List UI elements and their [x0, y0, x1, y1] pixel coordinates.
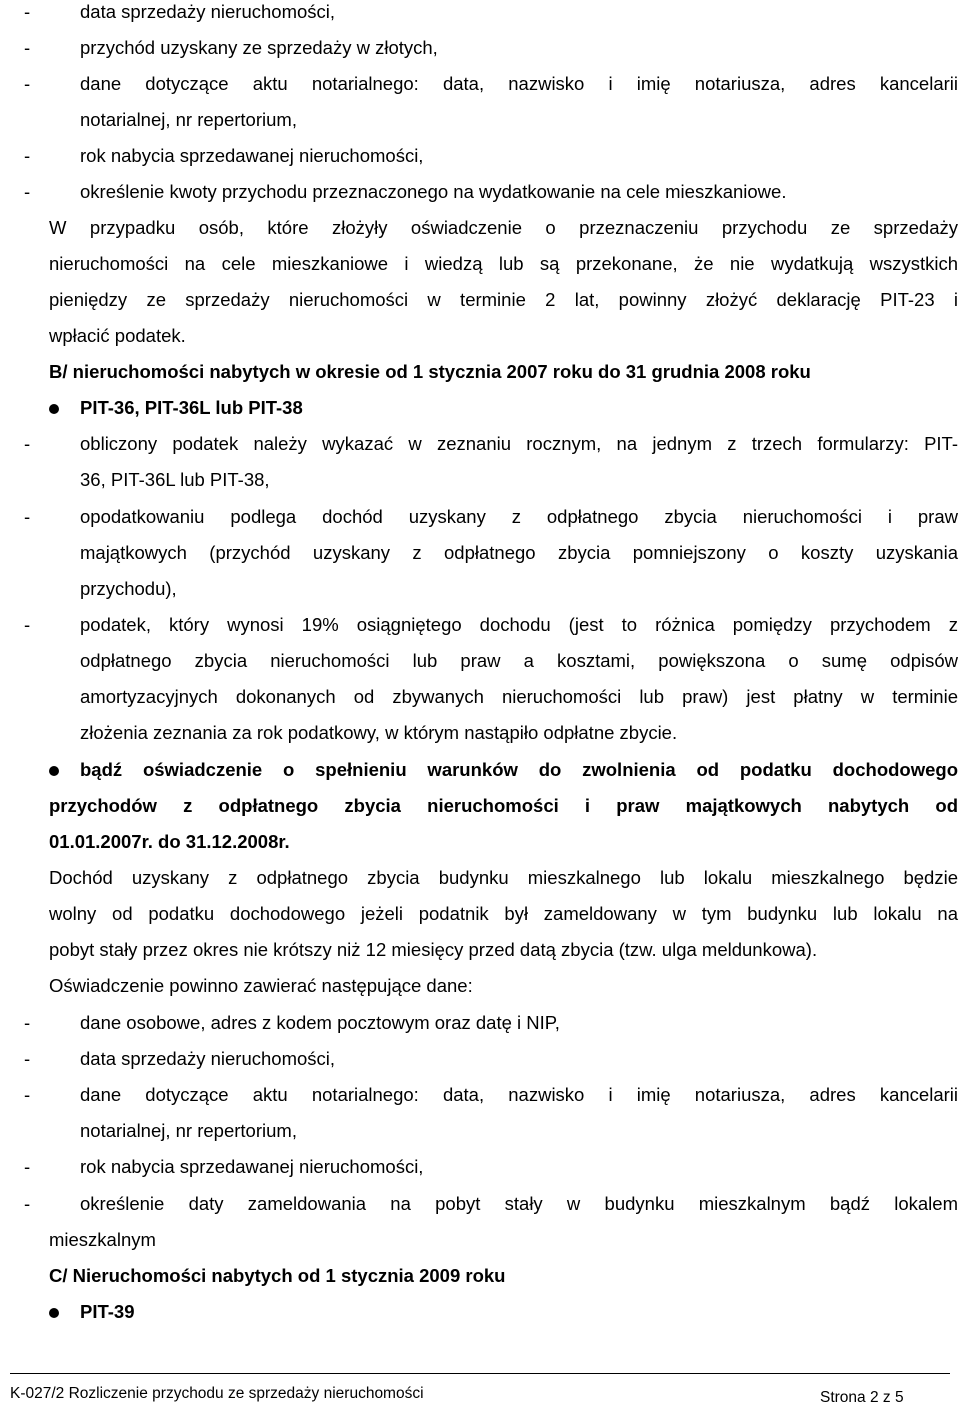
- list-item: dane dotyczące aktu notarialnego: data, nazwisko i imię notariusza, adres kancelarii: [80, 1084, 958, 1105]
- list-dash: -: [24, 614, 31, 635]
- list-dash: -: [24, 433, 31, 454]
- page-label: Strona: [820, 1389, 866, 1406]
- paragraph-line: W przypadku osób, które złożyły oświadczenie o przeznaczeniu przychodu ze sprzedaży: [49, 217, 958, 238]
- list-item: przychód uzyskany ze sprzedaży w złotych,: [80, 37, 438, 58]
- list-item: opodatkowaniu podlega dochód uzyskany z odpłatnego zbycia nieruchomości i praw: [80, 506, 958, 527]
- list-item: rok nabycia sprzedawanej nieruchomości,: [80, 1156, 424, 1177]
- list-dash: -: [24, 1084, 31, 1105]
- bullet-icon: [49, 404, 59, 414]
- list-dash: -: [24, 1048, 31, 1069]
- list-item: data sprzedaży nieruchomości,: [80, 1, 336, 22]
- list-item: podatek, który wynosi 19% osiągniętego dochodu (jest to różnica pomiędzy przychodem z: [80, 614, 958, 635]
- list-item: obliczony podatek należy wykazać w zeznaniu rocznym, na jednym z trzech formularzy: PIT-: [80, 433, 958, 454]
- list-dash: -: [24, 1193, 31, 1214]
- bullet-item-continuation: przychodów z odpłatnego zbycia nieruchomości i praw majątkowych nabytych od: [49, 795, 958, 816]
- list-item: określenie kwoty przychodu przeznaczonego na wydatkowanie na cele mieszkaniowe.: [80, 181, 787, 202]
- paragraph-line: wolny od podatku dochodowego jeżeli podatnik był zameldowany w tym budynku lub lokalu na: [49, 903, 958, 924]
- page-total: 5: [894, 1389, 904, 1406]
- list-item-continuation: mieszkalnym: [49, 1229, 156, 1250]
- list-item: dane osobowe, adres z kodem pocztowym oraz datę i NIP,: [80, 1012, 560, 1033]
- paragraph-line: nieruchomości na cele mieszkaniowe i wiedzą lub są przekonane, że nie wydatkują wszystkich: [49, 253, 958, 274]
- section-c-heading: C/ Nieruchomości nabytych od 1 stycznia 2009 roku: [49, 1265, 506, 1286]
- list-item-continuation: odpłatnego zbycia nieruchomości lub praw a kosztami, powiększona o sumę odpisów: [80, 650, 958, 671]
- list-item: dane dotyczące aktu notarialnego: data, nazwisko i imię notariusza, adres kancelarii: [80, 73, 958, 94]
- list-item: określenie daty zameldowania na pobyt stały w budynku mieszkalnym bądź lokalem: [80, 1193, 958, 1214]
- paragraph-line: pieniędzy ze sprzedaży nieruchomości w terminie 2 lat, powinny złożyć deklarację PIT-23 i: [49, 289, 958, 310]
- list-dash: -: [24, 145, 31, 166]
- footer-document-title: K-027/2 Rozliczenie przychodu ze sprzedaży nieruchomości: [10, 1385, 424, 1402]
- paragraph-line: Oświadczenie powinno zawierać następujące dane:: [49, 975, 473, 996]
- list-item-continuation: przychodu),: [80, 578, 177, 599]
- page-separator: z: [882, 1389, 891, 1406]
- list-item: rok nabycia sprzedawanej nieruchomości,: [80, 145, 424, 166]
- list-dash: -: [24, 1012, 31, 1033]
- list-dash: -: [24, 1156, 31, 1177]
- list-item-continuation: amortyzacyjnych dokonanych od zbywanych nieruchomości lub praw) jest płatny w terminie: [80, 686, 958, 707]
- bullet-item-pit36: PIT-36, PIT-36L lub PIT-38: [80, 397, 303, 418]
- list-item-continuation: notarialnej, nr repertorium,: [80, 109, 297, 130]
- list-dash: -: [24, 181, 31, 202]
- paragraph-line: wpłacić podatek.: [49, 325, 186, 346]
- bullet-icon: [49, 766, 59, 776]
- list-dash: -: [24, 37, 31, 58]
- bullet-item-continuation: 01.01.2007r. do 31.12.2008r.: [49, 831, 290, 852]
- page-current: 2: [869, 1389, 879, 1406]
- list-item-continuation: 36, PIT-36L lub PIT-38,: [80, 469, 270, 490]
- bullet-item-oswiadczenie: bądź oświadczenie o spełnieniu warunków do zwolnienia od podatku dochodowego: [80, 759, 958, 780]
- list-item-continuation: majątkowych (przychód uzyskany z odpłatnego zbycia pomniejszony o koszty uzyskania: [80, 542, 958, 563]
- footer-page-number: [820, 1388, 904, 1408]
- paragraph-line: Dochód uzyskany z odpłatnego zbycia budynku mieszkalnego lub lokalu mieszkalnego będzie: [49, 867, 958, 888]
- list-dash: -: [24, 73, 31, 94]
- footer-divider: [10, 1373, 950, 1374]
- list-dash: -: [24, 1, 31, 22]
- bullet-item-pit39: PIT-39: [80, 1301, 135, 1322]
- list-dash: -: [24, 506, 31, 527]
- list-item: data sprzedaży nieruchomości,: [80, 1048, 336, 1069]
- list-item-continuation: notarialnej, nr repertorium,: [80, 1120, 297, 1141]
- section-b-heading: B/ nieruchomości nabytych w okresie od 1 stycznia 2007 roku do 31 grudnia 2008 roku: [49, 361, 811, 382]
- paragraph-line: pobyt stały przez okres nie krótszy niż 12 miesięcy przed datą zbycia (tzw. ulga meldunkowa).: [49, 939, 818, 960]
- bullet-icon: [49, 1308, 59, 1318]
- list-item-continuation: złożenia zeznania za rok podatkowy, w którym nastąpiło odpłatne zbycie.: [80, 722, 678, 743]
